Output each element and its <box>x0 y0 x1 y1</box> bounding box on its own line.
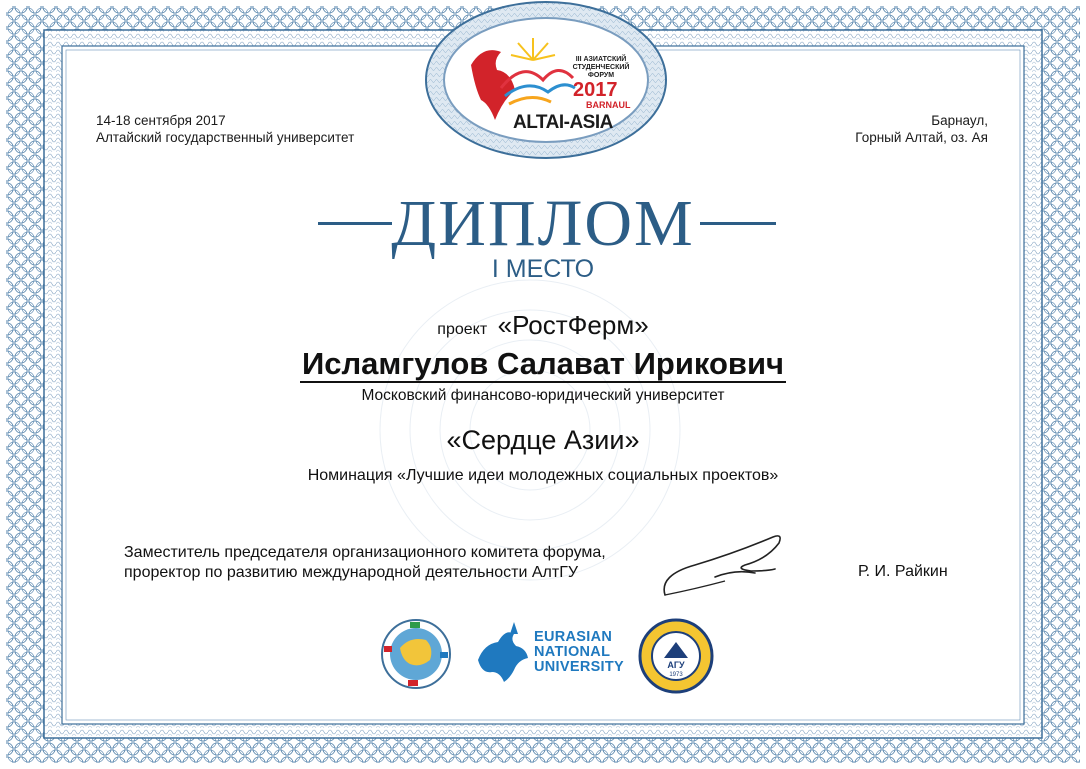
signer-role-line1: Заместитель председателя организационного комитета форума, <box>124 544 606 561</box>
handwritten-signature <box>655 525 795 605</box>
contest-name: «Сердце Азии» <box>446 425 640 455</box>
eurasian-university-text <box>534 630 624 675</box>
agu-seal-logo <box>638 618 714 694</box>
header-city: Барнаул, <box>931 113 988 128</box>
forum-logo-city: BARNAUL <box>586 100 631 110</box>
diploma-title: ДИПЛОМ <box>391 187 695 260</box>
assembly-globe-logo <box>380 618 452 690</box>
nomination: Номинация «Лучшие идеи молодежных социальных проектов» <box>307 467 779 484</box>
header-location: Горный Алтай, оз. Ая <box>855 130 988 145</box>
signer-role-line2: проректор по развитию международной деятельности АлтГУ <box>124 564 579 581</box>
forum-logo-line2: СТУДЕНЧЕСКИЙ <box>572 64 630 71</box>
header-organizer: Алтайский государственный университет <box>96 130 355 145</box>
forum-logo <box>423 0 669 162</box>
header-right <box>855 112 988 146</box>
forum-logo-line3: ФОРУМ <box>587 72 615 79</box>
forum-logo-line1: III АЗИАТСКИЙ <box>575 56 627 63</box>
header-dates: 14-18 сентября 2017 <box>96 113 226 128</box>
forum-logo-name: ALTAI-ASIA <box>513 112 613 133</box>
recipient-row <box>0 346 1086 382</box>
project-prefix: проект <box>437 321 488 338</box>
signer-name: Р. И. Райкин <box>858 563 948 580</box>
eurasian-line3: UNIVERSITY <box>534 659 625 675</box>
eurasian-line2: NATIONAL <box>534 644 611 660</box>
place-label: I МЕСТО <box>491 255 595 283</box>
project-name: «РостФерм» <box>497 310 649 340</box>
agu-seal-year: 1973 <box>669 672 683 678</box>
recipient-name: Исламгулов Салават Ирикович <box>301 346 785 381</box>
title-row <box>0 188 1086 260</box>
recipient-university: Московский финансово-юридический университет <box>361 387 725 404</box>
eurasian-line1: EURASIAN <box>534 629 613 645</box>
eurasian-horse-icon <box>470 620 534 686</box>
header-left <box>96 112 354 146</box>
project-row <box>0 310 1086 341</box>
signer-role <box>124 543 606 583</box>
agu-seal-abbr: АГУ <box>667 660 685 670</box>
forum-logo-year: 2017 <box>573 79 618 101</box>
